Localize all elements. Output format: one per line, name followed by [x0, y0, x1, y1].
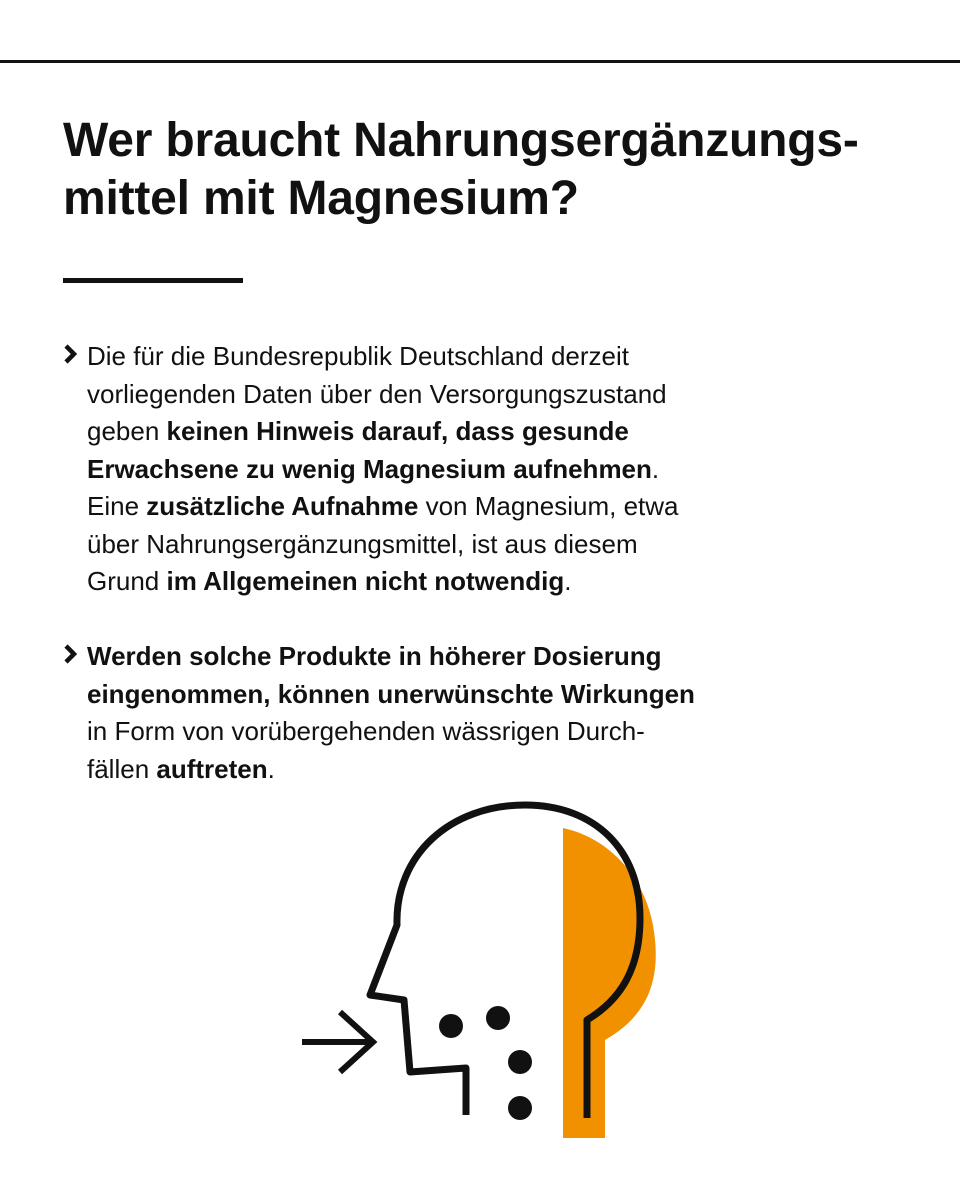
text-line [87, 376, 780, 414]
chevron-right-icon [60, 343, 82, 365]
bold-text: Werden solche Produkte in höherer Dosierung [87, 641, 662, 671]
body-text: geben [87, 416, 167, 446]
body-text: in Form von vorübergehenden wässrigen Durch- [87, 716, 645, 746]
text-line [87, 488, 780, 526]
body-text: . [651, 453, 660, 484]
bold-text: auftreten [156, 753, 268, 784]
text-line [87, 413, 780, 451]
bold-text: keinen Hinweis darauf, dass gesunde [166, 416, 629, 446]
bold-text: im Allgemeinen nicht notwendig [166, 566, 565, 596]
bold-text: Erwachsene zu wenig Magnesium aufnehmen [87, 453, 652, 484]
dot [508, 1050, 532, 1074]
bold-text: zusätzliche Aufnahme [146, 491, 419, 521]
chevron-right-icon [60, 643, 82, 665]
text-line [87, 713, 780, 751]
page-title-line-2: mittel mit Magnesium? [63, 172, 579, 225]
arrow-icon [302, 1012, 373, 1072]
text-line [87, 526, 780, 564]
body-text: vorliegenden Daten über den Versorgungszustand [87, 378, 667, 409]
text-line [87, 676, 780, 714]
bullet-item-2 [60, 638, 780, 788]
bullet-text-2 [87, 638, 780, 788]
body-text: Eine [87, 491, 147, 521]
body-text: Die für die Bundesrepublik Deutschland derzeit [87, 341, 629, 371]
body-text: fällen [87, 753, 157, 784]
page-title [63, 112, 923, 228]
orange-head-shape [563, 828, 656, 1138]
dot [508, 1096, 532, 1120]
title-underline [63, 278, 243, 283]
body-text: von Magnesium, etwa [418, 491, 679, 521]
dot [439, 1014, 463, 1038]
head-profile-nausea-icon [300, 800, 670, 1150]
body-text: . [564, 566, 572, 596]
page-title-line-1: Wer braucht Nahrungsergänzungs- [63, 114, 859, 167]
body-text: über Nahrungsergänzungsmittel, ist aus diesem [87, 528, 638, 559]
text-line [87, 451, 780, 489]
top-divider [0, 60, 960, 63]
body-text: Grund [87, 566, 167, 596]
text-line [87, 338, 780, 376]
text-line [87, 638, 780, 676]
dot [486, 1006, 510, 1030]
text-line [87, 563, 780, 601]
bullet-text-1 [87, 338, 780, 601]
bold-text: eingenommen, können unerwünschte Wirkungen [87, 678, 695, 709]
text-line [87, 751, 780, 789]
body-text: . [267, 753, 275, 784]
bullet-item-1 [60, 338, 780, 601]
